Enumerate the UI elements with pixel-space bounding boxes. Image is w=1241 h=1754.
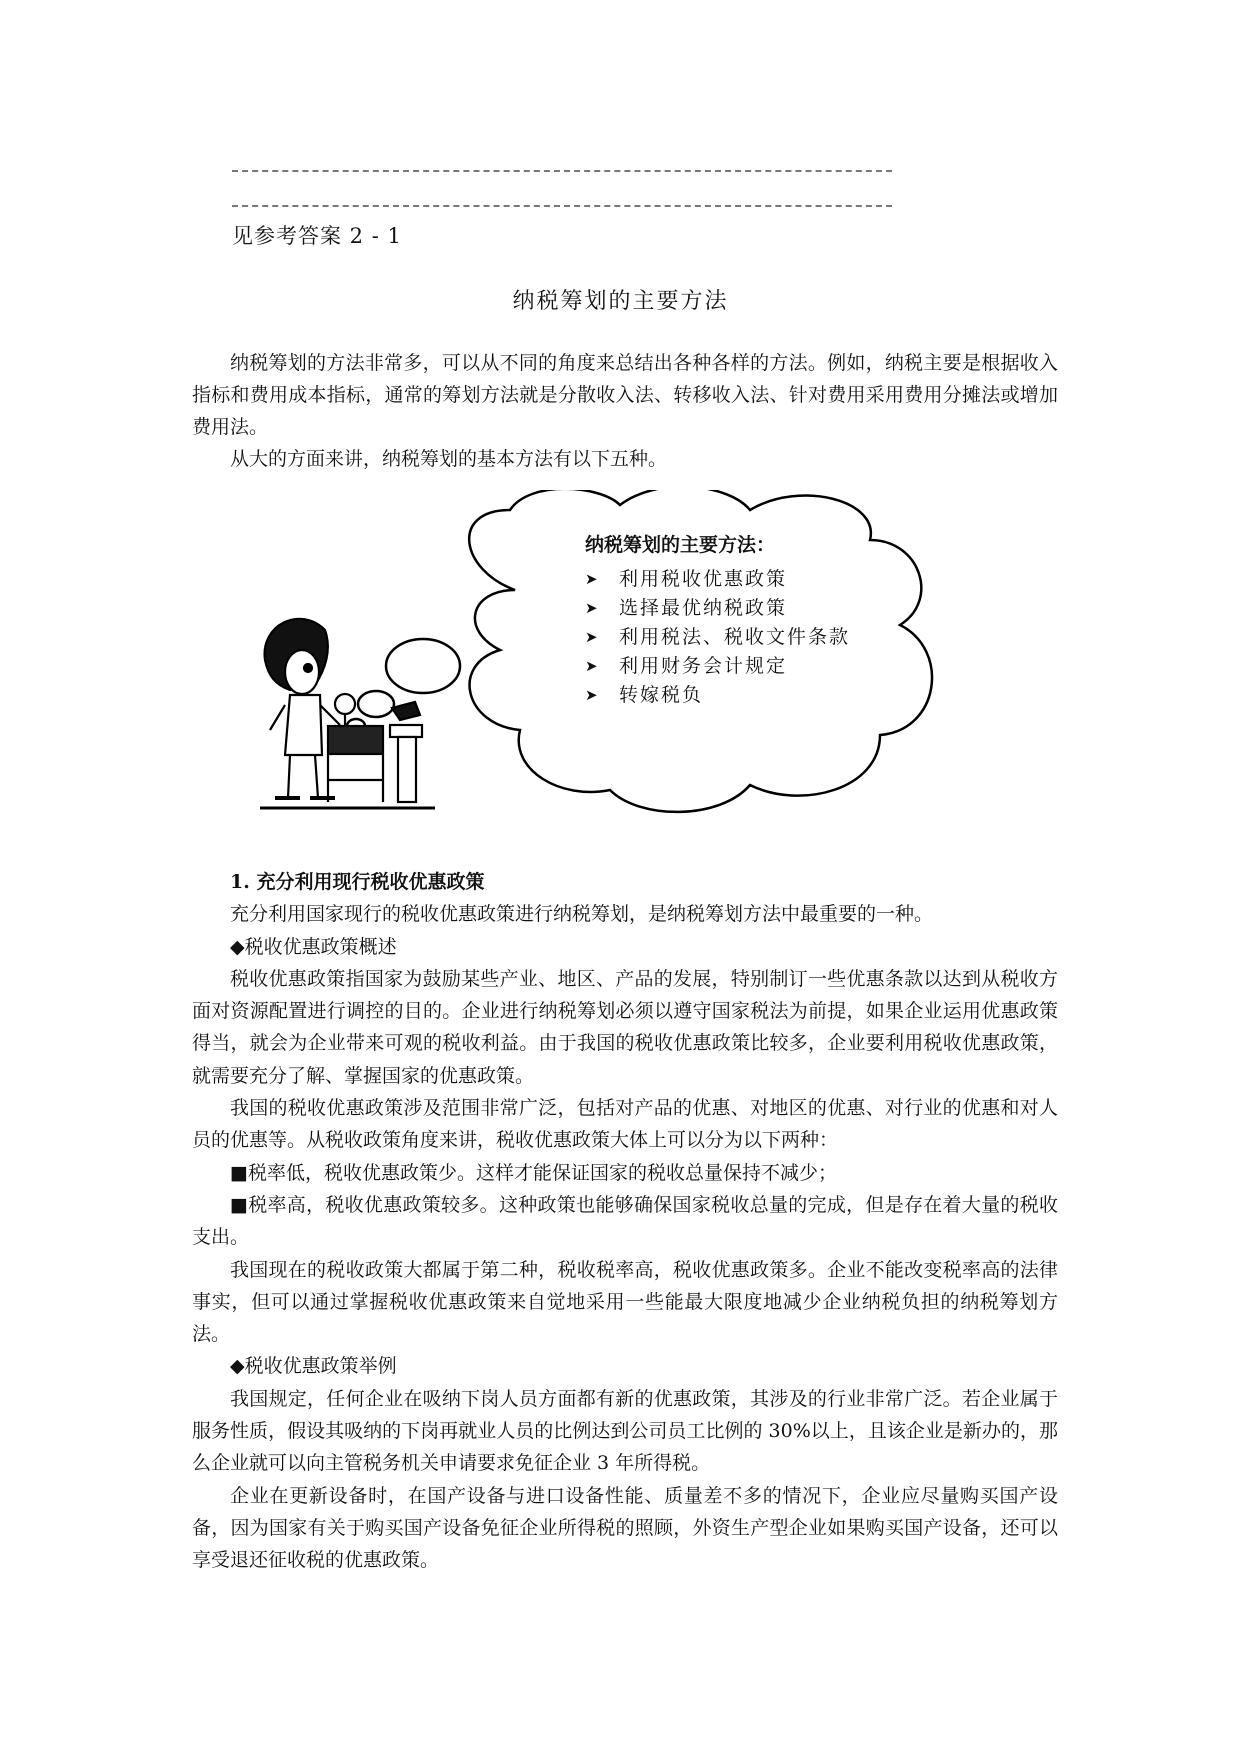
arrow-icon: ➤	[585, 686, 600, 704]
dashed-answer-line-2	[232, 205, 892, 207]
cloud-title: 纳税筹划的主要方法：	[585, 534, 776, 556]
intro-paragraph-1: 纳税筹划的方法非常多，可以从不同的角度来总结出各种各样的方法。例如，纳税主要是根据收入指标和费用成本指标，通常的筹划方法就是分散收入法、转移收入法、针对费用采用费用分摊法或增加费用法。	[192, 352, 1058, 438]
arrow-icon: ➤	[585, 599, 600, 617]
dashed-answer-line-1	[232, 170, 892, 172]
see-answer-note: 见参考答案 2 - 1	[232, 224, 402, 248]
subheading-examples: ◆税收优惠政策举例	[230, 1355, 397, 1378]
list-item: ➤ 利用税法、税收文件条款	[585, 623, 915, 652]
paragraph: 我国现在的税收政策大都属于第二种，税收税率高，税收优惠政策多。企业不能改变税率高的法律事实，但可以通过掌握税收优惠政策来自觉地采用一些能最大限度地减少企业纳税负担的纳税筹划方法。	[192, 1258, 1058, 1346]
arrow-icon: ➤	[585, 657, 600, 675]
arrow-icon: ➤	[585, 628, 600, 646]
paragraph: 税收优惠政策指国家为鼓励某些产业、地区、产品的发展，特别制订一些优惠条款以达到从税收方面对资源配置进行调控的目的。企业进行纳税筹划必须以遵守国家税法为前提，如果企业运用优惠政策得当，就会为企业带来可观的税收利益。由于我国的税收优惠政策比较多，企业要利用税收优惠政策，就需要充分了解、掌握国家的优惠政策。	[192, 967, 1058, 1087]
section-1	[192, 866, 1058, 1577]
bullet-item: ■税率低，税收优惠政策少。这样才能保证国家的税收总量保持不减少；	[230, 1161, 837, 1184]
paragraph: 企业在更新设备时，在国产设备与进口设备性能、质量差不多的情况下，企业应尽量购买国产设备，因为国家有关于购买国产设备免征企业所得税的照顾，外资生产型企业如果购买国产设备，还可以享受退还征收税的优惠政策。	[192, 1484, 1058, 1572]
intro-paragraph-2: 从大的方面来讲，纳税筹划的基本方法有以下五种。	[230, 448, 668, 470]
methods-figure	[260, 490, 1020, 830]
subheading-overview: ◆税收优惠政策概述	[230, 935, 397, 958]
section-heading: 1. 充分利用现行税收优惠政策	[230, 871, 485, 893]
cloud-content	[585, 530, 915, 710]
list-item: ➤ 利用税收优惠政策	[585, 565, 915, 594]
paragraph: 我国的税收优惠政策涉及范围非常广泛，包括对产品的优惠、对地区的优惠、对行业的优惠和对人员的优惠等。从税收政策角度来讲，税收优惠政策大体上可以分为以下两种：	[192, 1097, 1058, 1152]
page-title: 纳税筹划的主要方法	[512, 289, 729, 314]
methods-list	[585, 565, 915, 710]
paragraph: 我国规定，任何企业在吸纳下岗人员方面都有新的优惠政策，其涉及的行业非常广泛。若企业属于服务性质，假设其吸纳的下岗再就业人员的比例达到公司员工比例的 30%以上，且该企业是新办的，那么企业就可以向主管税务机关申请要求免征企业 3 年所得税。	[192, 1387, 1058, 1475]
list-item: ➤ 选择最优纳税政策	[585, 594, 915, 623]
paragraph: 充分利用国家现行的税收优惠政策进行纳税筹划，是纳税筹划方法中最重要的一种。	[230, 903, 934, 926]
list-item: ➤ 转嫁税负	[585, 681, 915, 710]
list-item: ➤ 利用财务会计规定	[585, 652, 915, 681]
bullet-item: ■税率高，税收优惠政策较多。这种政策也能够确保国家税收总量的完成，但是存在着大量的税收支出。	[192, 1193, 1058, 1249]
arrow-icon: ➤	[585, 570, 600, 588]
